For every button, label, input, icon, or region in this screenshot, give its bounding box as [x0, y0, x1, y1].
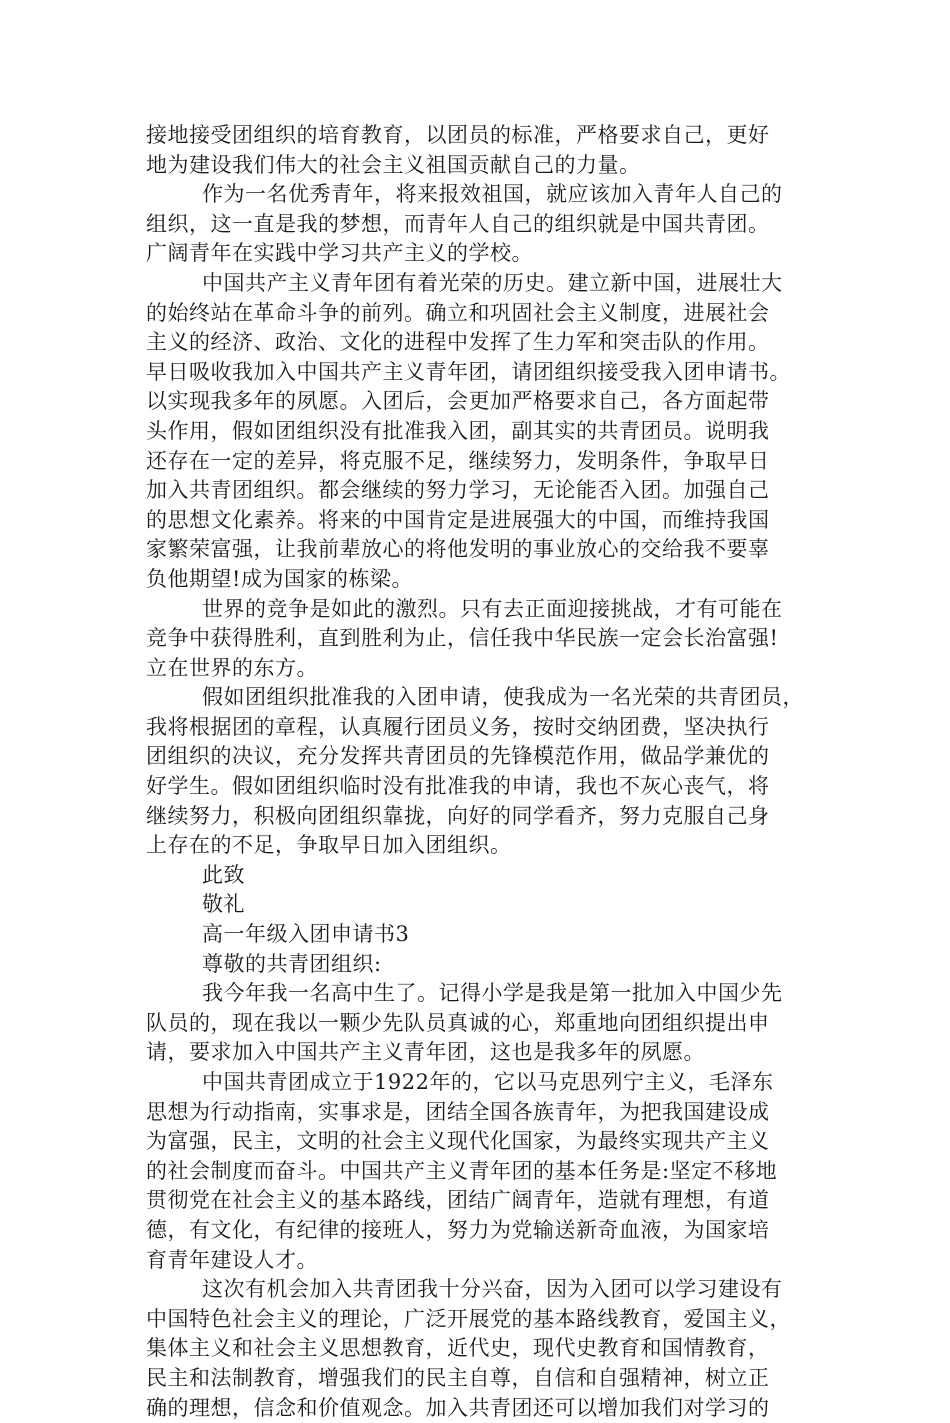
text-line: 作为一名优秀青年，将来报效祖国，就应该加入青年人自己的	[202, 182, 783, 207]
text-line: 早日吸收我加入中国共产主义青年团，请团组织接受我入团申请书。	[146, 359, 791, 384]
text-line: 上存在的不足，争取早日加入团组织。	[146, 833, 512, 858]
closing-line: 此致	[202, 862, 245, 887]
text-line: 我今年我一名高中生了。记得小学是我是第一批加入中国少先	[202, 981, 783, 1006]
text-line: 思想为行动指南，实事求是，团结全国各族青年，为把我国建设成	[146, 1099, 770, 1124]
greeting-line: 尊敬的共青团组织:	[202, 951, 382, 976]
text-line: 的始终站在革命斗争的前列。确立和巩固社会主义制度，进展社会	[146, 300, 770, 325]
text-line: 中国共产主义青年团有着光荣的历史。建立新中国，进展壮大	[202, 270, 783, 295]
text-line: 世界的竞争是如此的激烈。只有去正面迎接挑战，才有可能在	[202, 596, 783, 621]
text-line: 竞争中获得胜利，直到胜利为止，信任我中华民族一定会长治富强!	[146, 626, 779, 651]
text-line: 假如团组织批准我的入团申请，使我成为一名光荣的共青团员，	[202, 685, 804, 710]
text-line: 组织，这一直是我的梦想，而青年人自己的组织就是中国共青团。	[146, 211, 770, 236]
text-line: 的社会制度而奋斗。中国共产主义青年团的基本任务是:坚定不移地	[146, 1158, 778, 1183]
text-line: 还存在一定的差异，将克服不足，继续努力，发明条件，争取早日	[146, 448, 770, 473]
text-line: 家繁荣富强，让我前辈放心的将他发明的事业放心的交给我不要辜	[146, 537, 770, 562]
text-line: 的思想文化素养。将来的中国肯定是进展强大的中国，而维持我国	[146, 507, 770, 532]
text-line: 民主和法制教育，增强我们的民主自尊，自信和自强精神，树立正	[146, 1365, 770, 1390]
text-line: 这次有机会加入共青团我十分兴奋，因为入团可以学习建设有	[202, 1277, 783, 1302]
text-line: 加入共青团组织。都会继续的努力学习，无论能否入团。加强自己	[146, 478, 770, 503]
text-line: 德，有文化，有纪律的接班人，努力为党输送新奇血液，为国家培	[146, 1217, 770, 1242]
text-line: 好学生。假如团组织临时没有批准我的申请，我也不灰心丧气，将	[146, 774, 770, 799]
text-line: 负他期望!成为国家的栋梁。	[146, 566, 413, 591]
section-heading: 高一年级入团申请书3	[202, 922, 410, 947]
text-line: 中国特色社会主义的理论，广泛开展党的基本路线教育，爱国主义，	[146, 1306, 791, 1331]
text-line: 团组织的决议，充分发挥共青团员的先锋模范作用，做品学兼优的	[146, 744, 770, 769]
text-line: 地为建设我们伟大的社会主义祖国贡献自己的力量。	[146, 152, 641, 177]
text-line: 头作用，假如团组织没有批准我入团，副其实的共青团员。说明我	[146, 418, 770, 443]
text-line: 请，要求加入中国共产主义青年团，这也是我多年的夙愿。	[146, 1040, 705, 1065]
text-line: 确的理想，信念和价值观念。加入共青团还可以增加我们对学习的	[146, 1395, 770, 1420]
text-line: 我将根据团的章程，认真履行团员义务，按时交纳团费，坚决执行	[146, 714, 770, 739]
text-line: 广阔青年在实践中学习共产主义的学校。	[146, 241, 533, 266]
text-line: 继续努力，积极向团组织靠拢，向好的同学看齐，努力克服自己身	[146, 803, 770, 828]
text-line: 主义的经济、政治、文化的进程中发挥了生力军和突击队的作用。	[146, 330, 770, 355]
text-line: 接地接受团组织的培育教育，以团员的标准，严格要求自己，更好	[146, 123, 770, 147]
text-line: 育青年建设人才。	[146, 1247, 318, 1272]
text-line: 立在世界的东方。	[146, 655, 318, 680]
document-body	[146, 121, 812, 1423]
salutation-line: 敬礼	[202, 892, 245, 917]
text-line: 以实现我多年的夙愿。入团后，会更加严格要求自己，各方面起带	[146, 389, 770, 414]
text-line: 队员的，现在我以一颗少先队员真诚的心，郑重地向团组织提出申	[146, 1010, 770, 1035]
text-line: 为富强，民主，文明的社会主义现代化国家，为最终实现共产主义	[146, 1129, 770, 1154]
text-line: 集体主义和社会主义思想教育，近代史，现代史教育和国情教育，	[146, 1336, 770, 1361]
text-line: 中国共青团成立于1922年的，它以马克思列宁主义，毛泽东	[202, 1070, 774, 1094]
text-line: 贯彻党在社会主义的基本路线，团结广阔青年，造就有理想，有道	[146, 1188, 770, 1213]
